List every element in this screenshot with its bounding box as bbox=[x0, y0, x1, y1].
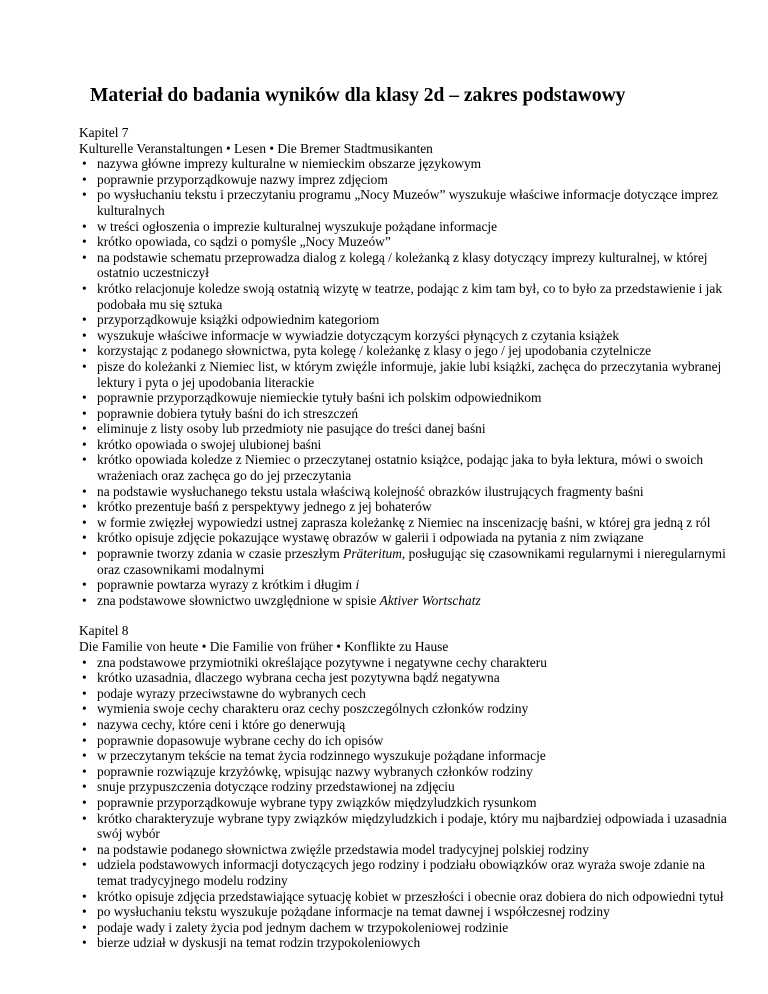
list-item bbox=[79, 920, 728, 936]
list-item bbox=[79, 889, 728, 905]
list-item bbox=[79, 499, 728, 515]
list-item-text: poprawnie dopasowuje wybrane cechy do ich opisów bbox=[97, 732, 384, 748]
list-item bbox=[79, 359, 728, 390]
list-item-text: poprawnie rozwiązuje krzyżówkę, wpisując nazwy wybranych członków rodziny bbox=[97, 763, 533, 779]
chapter-heading: Kapitel 8 bbox=[79, 623, 129, 639]
list-item-text: po wysłuchaniu tekstu i przeczytaniu programu „Nocy Muzeów” wyszukuje właściwe informacje dotyczące imprez kulturalnych bbox=[97, 187, 718, 218]
list-item bbox=[79, 281, 728, 312]
list-item bbox=[79, 655, 728, 671]
list-item-text: podaje wady i zalety życia pod jednym dachem w trzypokoleniowej rodzinie bbox=[97, 919, 509, 935]
list-item bbox=[79, 312, 728, 328]
list-item bbox=[79, 328, 728, 344]
chapter-heading: Kapitel 7 bbox=[79, 125, 129, 140]
list-item bbox=[79, 452, 728, 483]
list-item bbox=[79, 935, 728, 951]
list-item bbox=[79, 546, 728, 577]
list-item-text: nazywa główne imprezy kulturalne w niemieckim obszarze językowym bbox=[97, 156, 482, 172]
list-item-text: przyporządkowuje książki odpowiednim kategoriom bbox=[97, 312, 380, 328]
list-item bbox=[79, 686, 728, 702]
list-item bbox=[79, 156, 728, 172]
list-item-text: nazywa cechy, które ceni i które go denerwują bbox=[97, 716, 346, 732]
list-item bbox=[79, 811, 728, 842]
list-item bbox=[79, 234, 728, 250]
chapter-subheading: Kulturelle Veranstaltungen • Lesen • Die Bremer Stadtmusikanten bbox=[79, 140, 433, 156]
list-item bbox=[79, 670, 728, 686]
list-item bbox=[79, 250, 728, 281]
list-item-text: na podstawie wysłuchanego tekstu ustala właściwą kolejność obrazków ilustrujących fragmenty baśni bbox=[97, 483, 644, 499]
list-item bbox=[79, 577, 728, 593]
list-item-text: krótko opisuje zdjęcie pokazujące wystawę obrazów w galerii i odpowiada na pytania z nim związane bbox=[97, 530, 644, 546]
list-item-text: pisze do koleżanki z Niemiec list, w którym zwięźle informuje, jakie lubi książki, zachęca do przeczytania wybranej lektury i pyta o jej upodobania literackie bbox=[97, 358, 722, 390]
list-item-text: na podstawie schematu przeprowadza dialog z kolegą / koleżanką z klasy dotyczący imprezy kulturalnej, w której ostatnio uczestniczył bbox=[97, 249, 708, 281]
list-item bbox=[79, 857, 728, 888]
objectives-list bbox=[79, 156, 728, 608]
document-title: Materiał do badania wyników dla klasy 2d – zakres podstawowy bbox=[90, 85, 626, 106]
list-item-italic-term: i bbox=[355, 577, 360, 593]
list-item-text: zna podstawowe przymiotniki określające pozytywne i negatywne cechy charakteru bbox=[97, 654, 547, 670]
list-item-text: wymienia swoje cechy charakteru oraz cechy poszczególnych członków rodziny bbox=[97, 701, 529, 717]
chapter-section bbox=[79, 623, 728, 950]
list-item bbox=[79, 701, 728, 717]
list-item-text: w formie zwięzłej wypowiedzi ustnej zaprasza koleżankę z Niemiec na inscenizację baśni, w której gra jedną z ról bbox=[97, 514, 711, 530]
list-item-text: krótko prezentuje baśń z perspektywy jednego z jej bohaterów bbox=[97, 499, 432, 515]
list-item bbox=[79, 406, 728, 422]
list-item-text: udziela podstawowych informacji dotyczących jego rodziny i podziału obowiązków oraz wyraża swoje zdanie na temat tradycyjnego modelu rodziny bbox=[97, 857, 705, 888]
list-item bbox=[79, 842, 728, 858]
list-item bbox=[79, 795, 728, 811]
list-item bbox=[79, 733, 728, 749]
list-item bbox=[79, 484, 728, 500]
list-item-text: podaje wyrazy przeciwstawne do wybranych cech bbox=[97, 685, 366, 701]
list-item-text: snuje przypuszczenia dotyczące rodziny przedstawionej na zdjęciu bbox=[97, 779, 455, 795]
chapters-container bbox=[79, 125, 728, 951]
list-item-text: krótko opowiada o swojej ulubionej baśni bbox=[97, 436, 322, 452]
list-item-text: na podstawie podanego słownictwa zwięźle przedstawia model tradycyjnej polskiej rodziny bbox=[97, 841, 589, 857]
list-item bbox=[79, 779, 728, 795]
list-item-text: krótko uzasadnia, dlaczego wybrana cecha jest pozytywna bądź negatywna bbox=[97, 670, 500, 686]
list-item-text: poprawnie tworzy zdania w czasie przeszłym bbox=[97, 546, 344, 562]
list-item-text: eliminuje z listy osoby lub przedmioty nie pasujące do treści danej baśni bbox=[97, 421, 486, 437]
list-item-italic-term: Aktiver Wortschatz bbox=[379, 592, 481, 608]
list-item-text: zna podstawowe słownictwo uwzględnione w spisie bbox=[97, 592, 380, 608]
list-item bbox=[79, 437, 728, 453]
list-item bbox=[79, 717, 728, 733]
list-item-text: krótko relacjonuje koledze swoją ostatnią wizytę w teatrze, podając z kim tam był, co to było za przedstawienie i jak podobała mu się sztuka bbox=[97, 280, 723, 312]
list-item-text: krótko opisuje zdjęcia przedstawiające sytuację kobiet w przeszłości i obecnie oraz dobiera do nich odpowiedni tytuł bbox=[97, 888, 724, 904]
objectives-list bbox=[79, 655, 728, 951]
list-item bbox=[79, 219, 728, 235]
list-item-text: poprawnie przyporządkowuje niemieckie tytuły baśni ich polskim odpowiednikom bbox=[97, 390, 542, 406]
chapter-section bbox=[79, 125, 728, 608]
list-item-text: poprawnie przyporządkowuje wybrane typy związków międzyludzkich rysunkom bbox=[97, 794, 537, 810]
list-item-text: w przeczytanym tekście na temat życia rodzinnego wyszukuje pożądane informacje bbox=[97, 748, 546, 764]
list-item-text: krótko opowiada koledze z Niemiec o przeczytanej ostatnio książce, podając jaka to była lektura, mówi o swoich wrażeniach oraz zachęca go do jej przeczytania bbox=[97, 452, 704, 484]
list-item-text: krótko opowiada, co sądzi o pomyśle „Nocy Muzeów” bbox=[97, 234, 391, 250]
list-item bbox=[79, 187, 728, 218]
list-item-text: po wysłuchaniu tekstu wyszukuje pożądane informacje na temat dawnej i współczesnej rodziny bbox=[97, 904, 610, 920]
list-item-text: krótko charakteryzuje wybrane typy związków międzyludzkich i podaje, który mu najbardziej odpowiada i uzasadnia swój wybór bbox=[97, 810, 727, 842]
list-item bbox=[79, 748, 728, 764]
chapter-subheading: Die Familie von heute • Die Familie von früher • Konflikte zu Hause bbox=[79, 639, 449, 654]
list-item-text: korzystając z podanego słownictwa, pyta kolegę / koleżankę z klasy o jego / jej upodobania czytelnicze bbox=[97, 343, 652, 359]
list-item-text: poprawnie przyporządkowuje nazwy imprez zdjęciom bbox=[97, 171, 388, 187]
list-item bbox=[79, 343, 728, 359]
list-item-text: poprawnie powtarza wyrazy z krótkim i długim bbox=[97, 577, 356, 593]
list-item bbox=[79, 421, 728, 437]
list-item bbox=[79, 593, 728, 609]
list-item bbox=[79, 530, 728, 546]
list-item-text-tail: , posługując się czasownikami regularnymi i nieregularnymi oraz czasownikami modalnymi bbox=[97, 546, 726, 577]
list-item-text: w treści ogłoszenia o imprezie kulturalnej wyszukuje pożądane informacje bbox=[97, 218, 498, 234]
list-item bbox=[79, 515, 728, 531]
list-item bbox=[79, 764, 728, 780]
list-item-text: poprawnie dobiera tytuły baśni do ich streszczeń bbox=[97, 405, 359, 421]
list-item-text: bierze udział w dyskusji na temat rodzin trzypokoleniowych bbox=[97, 935, 421, 951]
list-item-italic-term: Präteritum bbox=[343, 546, 402, 562]
list-item bbox=[79, 390, 728, 406]
list-item bbox=[79, 172, 728, 188]
list-item-text: wyszukuje właściwe informacje w wywiadzie dotyczącym korzyści płynących z czytania książek bbox=[97, 327, 620, 343]
list-item bbox=[79, 904, 728, 920]
